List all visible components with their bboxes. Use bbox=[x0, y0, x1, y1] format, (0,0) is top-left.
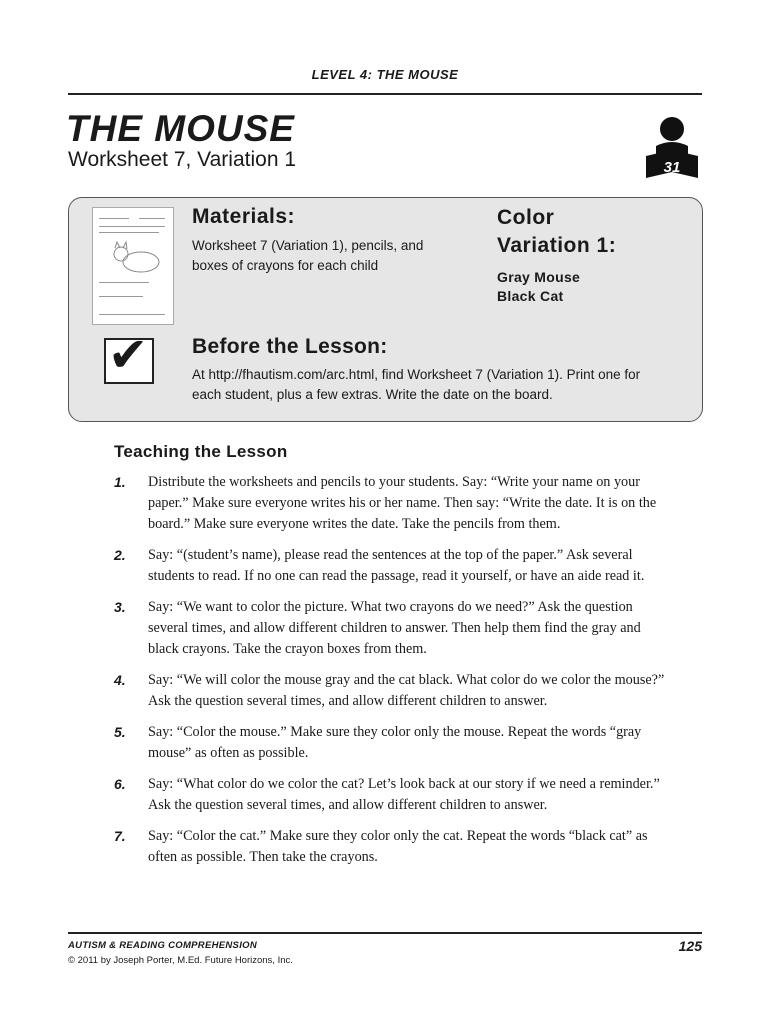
color-variation-heading-line1: Color bbox=[497, 206, 555, 229]
before-lesson-text: At http://fhautism.com/arc.html, find Worksheet 7 (Variation 1). Print one for each student, plus a few extras. Write the date on the board. bbox=[192, 367, 641, 402]
step-text: Say: “(student’s name), please read the sentences at the top of the paper.” Ask several students to read. If no one can read the passage, read it yourself, or have an aide read it. bbox=[148, 547, 645, 584]
step-number: 6. bbox=[114, 776, 126, 792]
step-text: Say: “Color the cat.” Make sure they color only the cat. Repeat the words “black cat” as often as possible. Then take the crayons. bbox=[148, 828, 648, 865]
step-number: 4. bbox=[114, 672, 126, 688]
running-header: LEVEL 4: THE MOUSE bbox=[311, 67, 459, 82]
footer-book-title: AUTISM & READING COMPREHENSION bbox=[68, 940, 257, 951]
page-subtitle: Worksheet 7, Variation 1 bbox=[68, 148, 297, 171]
step-number: 5. bbox=[114, 724, 126, 740]
materials-text: Worksheet 7 (Variation 1), pencils, and boxes of crayons for each child bbox=[192, 238, 424, 273]
list-item bbox=[114, 597, 674, 660]
step-number: 7. bbox=[114, 828, 126, 844]
checkmark-icon: ✔ bbox=[108, 327, 149, 383]
page-number: 125 bbox=[678, 938, 702, 954]
reader-book-icon bbox=[642, 116, 702, 186]
step-text: Say: “We want to color the picture. What two crayons do we need?” Ask the question several times, and allow different children to answer. Then help them find the gray and black crayons. Take the crayon boxes from them. bbox=[148, 599, 641, 657]
color-variation-heading bbox=[497, 204, 616, 260]
step-text: Say: “Color the mouse.” Make sure they color only the mouse. Repeat the words “gray mouse” as often as possible. bbox=[148, 724, 642, 761]
step-text: Distribute the worksheets and pencils to your students. Say: “Write your name on your paper.” Make sure everyone writes his or her name. Then say: “Write the date. It is on the board.” Make sure everyone writes the date. Take the pencils from them. bbox=[148, 474, 657, 532]
step-number: 2. bbox=[114, 547, 126, 563]
step-text: Say: “What color do we color the cat? Let’s look back at our story if we need a reminder.” Ask the question several times, and allow different children to answer. bbox=[148, 776, 660, 813]
materials-heading: Materials: bbox=[192, 205, 296, 228]
color-item: Black Cat bbox=[497, 288, 564, 304]
header-divider bbox=[68, 93, 702, 95]
before-lesson-heading: Before the Lesson: bbox=[192, 335, 388, 358]
list-item bbox=[114, 545, 674, 587]
footer-copyright: © 2011 by Joseph Porter, M.Ed. Future Horizons, Inc. bbox=[68, 955, 293, 966]
list-item bbox=[114, 472, 674, 535]
step-number: 1. bbox=[114, 474, 126, 490]
list-item bbox=[114, 826, 674, 868]
color-item: Gray Mouse bbox=[497, 269, 581, 285]
step-text: Say: “We will color the mouse gray and the cat black. What color do we color the mouse?” Ask the question several times, and allow different children to answer. bbox=[148, 672, 665, 709]
teaching-steps-list bbox=[114, 472, 674, 878]
color-variation-heading-line2: Variation 1: bbox=[497, 234, 617, 257]
step-number: 3. bbox=[114, 599, 126, 615]
list-item bbox=[114, 774, 674, 816]
worksheet-thumbnail bbox=[92, 207, 174, 325]
list-item bbox=[114, 722, 674, 764]
footer-divider bbox=[68, 932, 702, 934]
page-title: THE MOUSE bbox=[66, 108, 295, 149]
list-item bbox=[114, 670, 674, 712]
teaching-heading: Teaching the Lesson bbox=[114, 442, 288, 461]
badge-number: 31 bbox=[663, 159, 681, 176]
